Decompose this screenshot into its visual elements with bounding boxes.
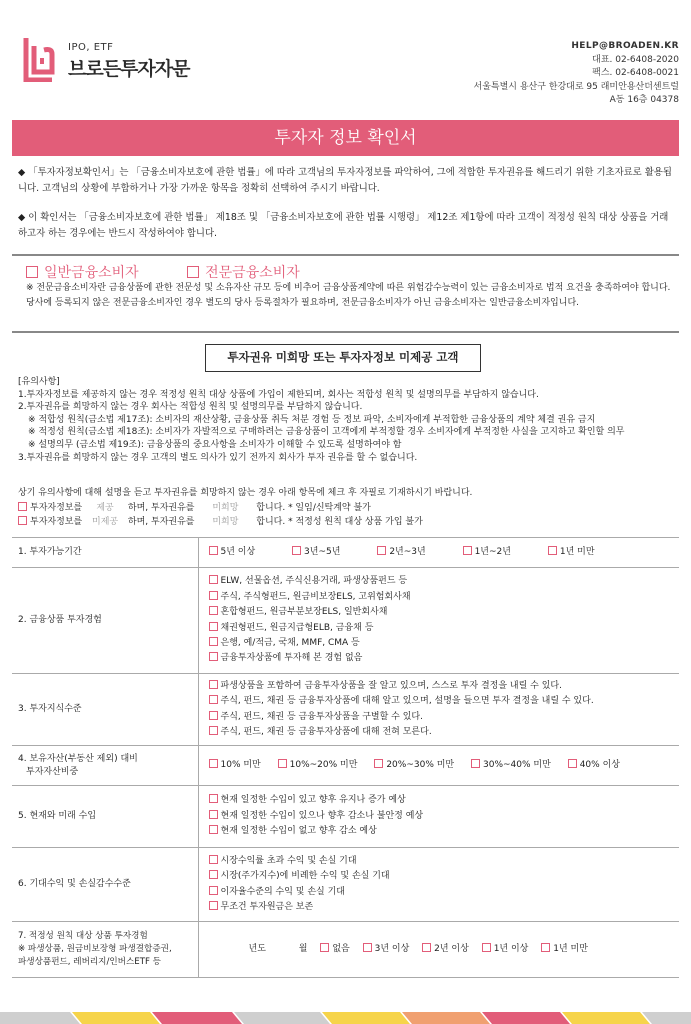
company-logo bbox=[22, 36, 202, 86]
option-checkbox[interactable] bbox=[209, 885, 680, 900]
option-label: 30%~40% 미만 bbox=[483, 759, 551, 770]
option-label: 현재 일정한 수입이 없고 향후 감소 예상 bbox=[220, 826, 377, 837]
option-checkbox[interactable] bbox=[209, 679, 680, 694]
option-checkbox[interactable] bbox=[209, 854, 680, 869]
note-item: 2.투자권유를 희망하지 않는 경우 회사는 적합성 원칙 및 설명의무를 부담하지 않습니다. bbox=[18, 402, 363, 413]
option-checkbox[interactable] bbox=[463, 545, 511, 560]
checkbox-icon[interactable] bbox=[209, 591, 218, 600]
checkbox-icon[interactable] bbox=[209, 886, 218, 895]
checkbox-icon[interactable] bbox=[209, 810, 218, 819]
option-label: 1년 미만 bbox=[553, 943, 588, 954]
option-label: 3년 이상 bbox=[374, 943, 410, 954]
checkbox-icon[interactable] bbox=[292, 546, 301, 555]
option-label: 현재 일정한 수입이 있으나 향후 감소나 불안정 예상 bbox=[220, 810, 424, 821]
logo-subtitle: IPO, ETF bbox=[68, 42, 114, 53]
consent-option-1[interactable] bbox=[18, 501, 678, 516]
checkbox-icon[interactable] bbox=[209, 695, 218, 704]
option-checkbox[interactable] bbox=[471, 758, 551, 773]
survey-row bbox=[12, 922, 679, 978]
document-title: 투자자 정보 확인서 bbox=[12, 120, 679, 156]
logo-name: 브로든투자자문 bbox=[68, 58, 190, 80]
consent-text: 투자자정보를 bbox=[30, 502, 83, 513]
investor-survey-table bbox=[12, 537, 679, 978]
contact-address: 서울특별시 용산구 한강대로 95 래미안용산더센트럴 bbox=[473, 81, 679, 92]
survey-row bbox=[12, 568, 679, 674]
checkbox-icon[interactable] bbox=[463, 546, 472, 555]
question-label-line: 투자자산비중 bbox=[26, 766, 79, 777]
consent-text: 하며, 투자권유를 bbox=[127, 517, 195, 527]
option-checkbox[interactable] bbox=[209, 605, 680, 620]
option-checkbox[interactable] bbox=[363, 942, 410, 957]
checkbox-icon[interactable] bbox=[209, 652, 218, 661]
question-label: 3. 투자지식수준 bbox=[12, 674, 198, 746]
option-checkbox[interactable] bbox=[209, 590, 680, 605]
checkbox-icon[interactable] bbox=[209, 855, 218, 864]
notes-heading: [유의사항] bbox=[18, 377, 60, 387]
general-consumer-option[interactable] bbox=[26, 262, 139, 282]
option-label: 20%~30% 미만 bbox=[386, 759, 455, 770]
checkbox-icon[interactable] bbox=[278, 759, 287, 768]
answer-options bbox=[198, 674, 679, 746]
option-label: 40% 이상 bbox=[579, 759, 620, 770]
option-label: 5년 이상 bbox=[220, 546, 256, 557]
option-label: 무조건 투자원금은 보존 bbox=[220, 901, 314, 912]
option-checkbox[interactable] bbox=[209, 710, 680, 725]
option-checkbox[interactable] bbox=[209, 651, 680, 666]
note-sub-item: ※ 적합성 원칙(금소법 제17조): 소비자의 재산상황, 금융상품 취득 처분 경험 등 정보 파악, 소비자에게 부적합한 금융상품의 계약 체결 권유 금지 bbox=[28, 414, 596, 425]
divider bbox=[12, 254, 679, 256]
option-checkbox[interactable] bbox=[422, 942, 469, 957]
answer-options bbox=[198, 568, 679, 674]
consent-section bbox=[18, 486, 678, 530]
option-label: 채권형펀드, 원금지급형ELB, 금융채 등 bbox=[220, 622, 374, 633]
checkbox-icon[interactable] bbox=[377, 546, 386, 555]
survey-row bbox=[12, 786, 679, 848]
option-label: 금융투자상품에 투자해 본 경험 없음 bbox=[220, 653, 363, 664]
option-label: 없음 bbox=[332, 943, 350, 954]
contact-address-2: A동 16층 04378 bbox=[609, 95, 679, 105]
option-checkbox[interactable] bbox=[209, 621, 680, 636]
checkbox-icon[interactable] bbox=[209, 759, 218, 768]
consent-option-2[interactable] bbox=[18, 515, 678, 530]
option-label: 은행, 예/적금, 국채, MMF, CMA 등 bbox=[220, 637, 360, 648]
general-consumer-label: 일반금융소비자 bbox=[44, 265, 139, 281]
answer-options bbox=[198, 922, 679, 978]
option-checkbox[interactable] bbox=[482, 942, 529, 957]
contact-info bbox=[474, 40, 679, 108]
checkbox-icon[interactable] bbox=[209, 870, 218, 879]
month-field[interactable]: 월 bbox=[298, 943, 308, 954]
page-header bbox=[0, 0, 691, 110]
option-label: 10%~20% 미만 bbox=[289, 759, 358, 770]
checkbox-icon[interactable] bbox=[209, 606, 218, 615]
note-sub-item: ※ 설명의무 (금소법 제19조): 금융상품의 중요사항을 소비자가 이해할 수 있도록 설명하여야 함 bbox=[28, 439, 402, 450]
option-label: 3년~5년 bbox=[304, 546, 341, 557]
consent-intro: 상기 유의사항에 대해 설명을 듣고 투자권유를 희망하지 않는 경우 아래 항목에 체크 후 자필로 기재하시기 바랍니다. bbox=[18, 488, 473, 498]
checkbox-icon[interactable] bbox=[320, 943, 329, 952]
survey-row bbox=[12, 674, 679, 746]
option-label: 혼합형펀드, 원금부분보장ELS, 일반회사채 bbox=[220, 607, 388, 618]
option-label: 주식, 펀드, 채권 등 금융투자상품에 대해 전혀 모른다. bbox=[220, 726, 432, 737]
question-label: 1. 투자가능기간 bbox=[12, 538, 198, 568]
checkbox-icon[interactable] bbox=[209, 575, 218, 584]
intro-paragraph-2: ◆ 이 확인서는 「금융소비자보호에 관한 법률」 제18조 및 「금융소비자보호에 관한 법률 시행령」 제12조 제1항에 따라 고객이 적정성 원칙 대상 상품을 거래하고자 하는 경우에는 반드시 작성하여야 합니다. bbox=[18, 212, 669, 239]
checkbox-icon[interactable] bbox=[209, 637, 218, 646]
checkbox-icon[interactable] bbox=[482, 943, 491, 952]
question-label: 2. 금융상품 투자경험 bbox=[12, 568, 198, 674]
option-checkbox[interactable] bbox=[377, 545, 425, 560]
checkbox-icon[interactable] bbox=[548, 546, 557, 555]
checkbox-icon[interactable] bbox=[209, 680, 218, 689]
option-checkbox[interactable] bbox=[209, 694, 680, 709]
footer-decoration bbox=[0, 1008, 691, 1024]
option-label: 파생상품을 포함하여 금융투자상품을 잘 알고 있으며, 스스로 투자 결정을 내릴 수 있다. bbox=[220, 680, 562, 691]
consent-text: 합니다. * 적정성 원칙 대상 상품 가입 불가 bbox=[256, 517, 423, 527]
option-label: 현재 일정한 수입이 있고 향후 유지나 증가 예상 bbox=[220, 795, 406, 806]
consent-text: 하며, 투자권유를 bbox=[127, 502, 195, 513]
option-checkbox[interactable] bbox=[320, 942, 349, 957]
consent-text: 투자자정보를 bbox=[30, 517, 83, 527]
note-sub-item: ※ 적정성 원칙(금소법 제18조): 소비자가 자발적으로 구매하려는 금융상품이 고객에게 부적정할 경우 소비자에게 부적정한 사실을 고지하고 확인할 의무 bbox=[28, 427, 625, 438]
option-checkbox[interactable] bbox=[209, 900, 680, 915]
survey-row bbox=[12, 746, 679, 786]
option-checkbox[interactable] bbox=[209, 574, 680, 589]
contact-email: HELP@BROADEN.KR bbox=[571, 41, 679, 51]
contact-fax: 팩스. 02-6408-0021 bbox=[592, 68, 679, 78]
option-checkbox[interactable] bbox=[548, 545, 595, 560]
option-label: 주식, 펀드, 채권 등 금융투자상품을 구별할 수 있다. bbox=[220, 711, 423, 722]
option-label: 주식, 주식형펀드, 원금비보장ELS, 고위험회사채 bbox=[220, 591, 411, 602]
checkbox-icon[interactable] bbox=[209, 546, 218, 555]
checkbox-icon[interactable] bbox=[209, 711, 218, 720]
contact-phone: 대표. 02-6408-2020 bbox=[592, 54, 679, 65]
checkbox-icon[interactable] bbox=[422, 943, 431, 952]
question-label bbox=[12, 922, 198, 978]
option-label: 2년~3년 bbox=[389, 546, 426, 557]
checkbox-icon[interactable] bbox=[374, 759, 383, 768]
intro-paragraph-1: ◆ 「투자자정보확인서」는 「금융소비자보호에 관한 법률」에 따라 고객님의 투자자정보를 파악하여, 그에 적합한 투자권유를 해드리기 위한 기초자료로 활용됩니다. 고객님의 상황에 부합하거나 가장 가까운 항목을 정확히 선택하여 주시기 바랍니다. bbox=[18, 167, 672, 194]
option-checkbox[interactable] bbox=[209, 824, 680, 839]
option-checkbox[interactable] bbox=[209, 793, 680, 808]
option-checkbox[interactable] bbox=[278, 758, 358, 773]
checkbox-icon[interactable] bbox=[18, 516, 27, 525]
checkbox-icon[interactable] bbox=[209, 901, 218, 910]
option-checkbox[interactable] bbox=[209, 545, 256, 560]
answer-options bbox=[198, 746, 679, 786]
option-checkbox[interactable] bbox=[292, 545, 340, 560]
option-label: 1년 이상 bbox=[493, 943, 529, 954]
option-checkbox[interactable] bbox=[374, 758, 454, 773]
question-label-line: 4. 보유자산(부동산 제외) 대비 bbox=[18, 753, 138, 764]
question-label: 6. 기대수익 및 손실감수수준 bbox=[12, 848, 198, 922]
option-checkbox[interactable] bbox=[209, 758, 261, 773]
option-label: 1년~2년 bbox=[474, 546, 511, 557]
survey-row bbox=[12, 538, 679, 568]
checkbox-icon[interactable] bbox=[568, 759, 577, 768]
checkbox-icon[interactable] bbox=[187, 266, 199, 278]
checkbox-icon[interactable] bbox=[209, 726, 218, 735]
checkbox-icon[interactable] bbox=[471, 759, 480, 768]
checkbox-icon[interactable] bbox=[18, 502, 27, 511]
answer-options bbox=[198, 786, 679, 848]
option-checkbox[interactable] bbox=[209, 636, 680, 651]
option-checkbox[interactable] bbox=[209, 725, 680, 740]
divider bbox=[12, 331, 679, 333]
option-label: 시장수익률 초과 수익 및 손실 기대 bbox=[220, 855, 357, 866]
option-checkbox[interactable] bbox=[541, 942, 588, 957]
question-label bbox=[12, 746, 198, 786]
answer-options bbox=[198, 848, 679, 922]
checkbox-icon[interactable] bbox=[209, 825, 218, 834]
consent-text: 합니다. * 일임/신탁계약 불가 bbox=[256, 502, 371, 513]
handwrite-hint[interactable]: 미제공 bbox=[92, 517, 119, 527]
handwrite-hint[interactable]: 제공 bbox=[96, 502, 114, 513]
professional-consumer-label: 전문금융소비자 bbox=[205, 265, 300, 281]
year-field[interactable]: 년도 bbox=[248, 943, 266, 954]
handwrite-hint[interactable]: 미희망 bbox=[212, 502, 239, 513]
answer-options bbox=[198, 538, 679, 568]
handwrite-hint[interactable]: 미희망 bbox=[212, 517, 239, 527]
consumer-type-selector bbox=[26, 262, 344, 282]
logo-mark-icon bbox=[22, 36, 60, 82]
option-label: 시장(주가지수)에 비례한 수익 및 손실 기대 bbox=[220, 871, 390, 882]
option-checkbox[interactable] bbox=[568, 758, 620, 773]
note-item: 3.투자권유를 희망하지 않는 경우 고객의 별도 의사가 있기 전까지 회사가 투자 권유를 할 수 없습니다. bbox=[18, 452, 418, 463]
notes-section bbox=[18, 376, 678, 464]
checkbox-icon[interactable] bbox=[363, 943, 372, 952]
checkbox-icon[interactable] bbox=[209, 794, 218, 803]
question-label-line: 7. 적정성 원칙 대상 상품 투자경험 bbox=[18, 931, 148, 941]
checkbox-icon[interactable] bbox=[541, 943, 550, 952]
option-label: ELW, 선물옵션, 주식신용거래, 파생상품펀드 등 bbox=[220, 576, 408, 587]
option-label: 10% 미만 bbox=[220, 759, 261, 770]
checkbox-icon[interactable] bbox=[209, 622, 218, 631]
option-label: 1년 미만 bbox=[559, 546, 595, 557]
section-subtitle: 투자권유 미희망 또는 투자자정보 미제공 고객 bbox=[205, 344, 481, 372]
option-label: 2년 이상 bbox=[434, 943, 469, 954]
question-label-line: 파생상품펀드, 레버리지/인버스ETF 등 bbox=[18, 957, 161, 967]
survey-row bbox=[12, 848, 679, 922]
consumer-type-note: ※ 전문금융소비자란 금융상품에 관한 전문성 및 소유자산 규모 등에 비추어 금융상품계약에 따른 위험감수능력이 있는 금융소비자로 법적 요건을 충족하여야 합니다. 당사에 등록되지 않은 전문금융소비자인 경우 별도의 당사 등록절차가 필요하며, 전문금융소비자가 아닌 금융소비자는 일반금융소비자입니다. bbox=[26, 283, 671, 308]
option-label: 이자율수준의 수익 및 손실 기대 bbox=[220, 886, 345, 897]
professional-consumer-option[interactable] bbox=[187, 262, 300, 282]
option-label: 주식, 펀드, 채권 등 금융투자상품에 대해 알고 있으며, 설명을 들으면 투자 결정을 내릴 수 있다. bbox=[220, 696, 594, 707]
note-item: 1.투자자정보를 제공하지 않는 경우 적정성 원칙 대상 상품에 가입이 제한되며, 회사는 적합성 원칙 및 설명의무를 부담하지 않습니다. bbox=[18, 389, 539, 400]
option-checkbox[interactable] bbox=[209, 809, 680, 824]
question-label: 5. 현재와 미래 수입 bbox=[12, 786, 198, 848]
question-label-line: ※ 파생상품, 원금비보장형 파생결합증권, bbox=[18, 944, 172, 954]
checkbox-icon[interactable] bbox=[26, 266, 38, 278]
option-checkbox[interactable] bbox=[209, 869, 680, 884]
